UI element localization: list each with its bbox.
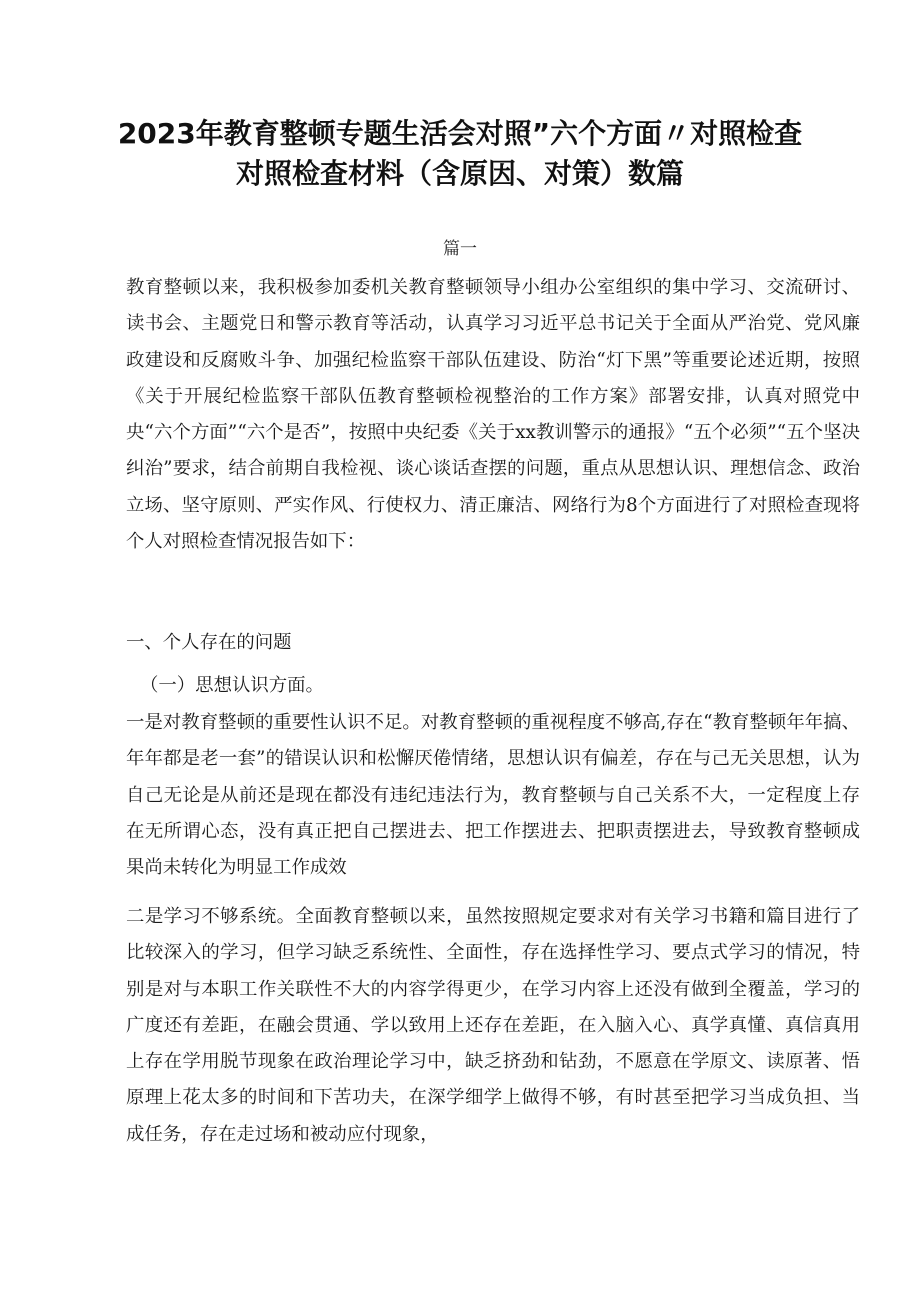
section-heading: 篇一 <box>443 239 477 259</box>
document-title-line-1: 2023年教育整顿专题生活会对照”六个方面〃对照检查 <box>117 117 803 150</box>
paragraph-point-two-text: 二是学习不够系统。全面教育整顿以来，虽然按照规定要求对有关学习书籍和篇目进行了比较深入的学习，但学习缺乏系统性、全面性，存在选择性学习、要点式学习的情况，特别是对与本职工作关联性不大的内容学得更少，在学习内容上还没有做到全覆盖，学习的广度还有差距，在融会贯通、学以致用上还存在差距，在入脑入心、真学真懂、真信真用上存在学用脱节现象在政治理论学习中，缺乏挤劲和钻劲，不愿意在学原文、读原著、悟原理上花太多的时间和下苦功夫，在深学细学上做得不够，有时甚至把学习当成负担、当成任务，存在走过场和被动应付现象， <box>126 906 860 1145</box>
paragraph-point-two <box>70 899 860 1153</box>
paragraph-intro <box>70 270 860 560</box>
paragraph-point-one-text: 一是对教育整顿的重要性认识不足。对教育整顿的重视程度不够高,存在“教育整顿年年搞、年年都是老一套”的错误认识和松懈厌倦情绪，思想认识有偏差，存在与己无关思想，认为自己无论是从前还是现在都没有违纪违法行为，教育整顿与自己关系不大，一定程度上存在无所谓心态，没有真正把自己摆进去、把工作摆进去、把职责摆进去，导致教育整顿成果尚未转化为明显工作成效 <box>126 712 860 879</box>
paragraph-point-one <box>70 705 860 886</box>
heading-personal-problems: 一、个人存在的问题 <box>126 632 292 653</box>
paragraph-intro-text: 教育整顿以来，我积极参加委机关教育整顿领导小组办公室组织的集中学习、交流研讨、读书会、主题党日和警示教育等活动，认真学习习近平总书记关于全面从严治党、党风廉政建设和反腐败斗争、加强纪检监察干部队伍建设、防治“灯下黑”等重要论述近期，按照《关于开展纪检监察干部队伍教育整顿检视整治的工作方案》部署安排，认真对照党中央“六个方面”“六个是否”，按照中央纪委《关于xx教训警示的通报》“五个必须”“五个坚决纠治”要求，结合前期自我检视、谈心谈话查摆的问题，重点从思想认识、理想信念、政治立场、坚守原则、严实作风、行使权力、清正廉洁、网络行为8个方面进行了对照检查现将个人对照检查情况报告如下： <box>126 277 860 553</box>
document-title-line-2: 对照检查材料（含原因、对策）数篇 <box>235 157 684 190</box>
heading-ideological-awareness: （一）思想认识方面。 <box>140 675 324 696</box>
